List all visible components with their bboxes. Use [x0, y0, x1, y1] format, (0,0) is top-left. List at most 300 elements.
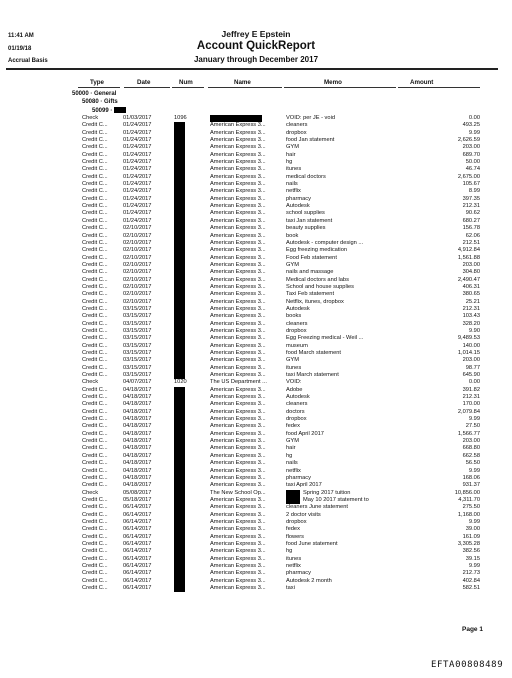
- table-row: [0, 284, 512, 291]
- table-row: [0, 394, 512, 401]
- table-row: [0, 225, 512, 232]
- table-row: [0, 130, 512, 137]
- row-name: American Express 3...: [210, 144, 266, 151]
- row-type: Credit C...: [82, 291, 108, 298]
- row-name: American Express 3...: [210, 232, 266, 239]
- row-amount: 62.06: [465, 232, 480, 239]
- row-date: 02/10/2017: [123, 291, 152, 298]
- row-memo: books: [286, 313, 302, 320]
- row-name: American Express 3...: [210, 482, 266, 489]
- row-type: Credit C...: [82, 144, 108, 151]
- table-row: [0, 468, 512, 475]
- row-memo: dropbox: [286, 129, 307, 136]
- row-name: American Express 3...: [210, 181, 266, 188]
- row-type: Credit C...: [82, 342, 108, 349]
- row-memo: cleaners: [286, 122, 308, 129]
- row-name: American Express 3...: [210, 562, 266, 569]
- row-memo: taxi April 2017: [286, 482, 322, 489]
- row-amount: 161.09: [462, 533, 480, 540]
- row-name: American Express 3...: [210, 401, 266, 408]
- row-date: 03/15/2017: [123, 357, 152, 364]
- row-name: American Express 3...: [210, 305, 266, 312]
- redaction-block: [174, 255, 185, 262]
- row-type: Credit C...: [82, 122, 108, 129]
- row-memo: Adobe: [286, 386, 303, 393]
- row-type: Credit C...: [82, 261, 108, 268]
- table-row: [0, 350, 512, 357]
- row-name: American Express 3...: [210, 372, 266, 379]
- row-type: Credit C...: [82, 401, 108, 408]
- row-type: Check: [82, 489, 99, 496]
- row-date: 03/15/2017: [123, 305, 152, 312]
- row-type: Credit C...: [82, 518, 108, 525]
- redaction-block: [174, 468, 185, 475]
- table-row: [0, 497, 512, 504]
- table-row: [0, 269, 512, 276]
- row-amount: 2,079.84: [457, 408, 480, 415]
- table-row: [0, 409, 512, 416]
- column-header-name: Name: [234, 79, 251, 86]
- row-date: 02/10/2017: [123, 225, 152, 232]
- row-date: 02/10/2017: [123, 261, 152, 268]
- row-date: 04/18/2017: [123, 401, 152, 408]
- row-name: American Express 3...: [210, 298, 266, 305]
- redaction-block: [174, 548, 185, 555]
- row-date: 02/10/2017: [123, 298, 152, 305]
- row-date: 04/18/2017: [123, 474, 152, 481]
- row-date: 01/03/2017: [123, 115, 152, 121]
- row-type: Credit C...: [82, 173, 108, 180]
- row-type: Credit C...: [82, 188, 108, 195]
- redaction-block: [174, 497, 185, 504]
- row-date: 01/24/2017: [123, 203, 152, 210]
- row-memo: hg: [286, 548, 293, 555]
- row-memo: cleaners: [286, 401, 308, 408]
- row-memo: netflix: [286, 467, 301, 474]
- header-divider: [6, 68, 498, 70]
- table-row: [0, 122, 512, 129]
- row-type: Credit C...: [82, 335, 108, 342]
- row-date: 04/18/2017: [123, 467, 152, 474]
- row-amount: 1,566.77: [457, 430, 480, 437]
- row-type: Check: [82, 115, 99, 121]
- row-amount: 304.80: [462, 269, 480, 276]
- group-general: 50000 · General: [72, 91, 117, 97]
- table-row: [0, 445, 512, 452]
- row-name: American Express 3...: [210, 350, 266, 356]
- row-memo: flowers: [286, 533, 305, 540]
- row-name: American Express 3...: [210, 173, 266, 180]
- row-amount: 103.43: [462, 313, 480, 320]
- row-type: Credit C...: [82, 496, 108, 503]
- row-name: American Express 3...: [210, 342, 266, 349]
- table-row: [0, 306, 512, 313]
- table-row: [0, 387, 512, 394]
- row-type: Credit C...: [82, 526, 108, 533]
- row-memo: School and house supplies: [286, 283, 354, 290]
- row-date: 06/14/2017: [123, 585, 152, 591]
- row-amount: 105.67: [462, 181, 480, 188]
- row-amount: 9.99: [468, 129, 480, 136]
- table-row: [0, 181, 512, 188]
- row-amount: 931.37: [462, 482, 480, 489]
- row-name: American Express 3...: [210, 445, 266, 452]
- redaction-block: [174, 512, 185, 519]
- row-date: 06/14/2017: [123, 533, 152, 540]
- redaction-block: [174, 152, 185, 159]
- redaction-block: [174, 328, 185, 335]
- row-type: Credit C...: [82, 408, 108, 415]
- row-type: Credit C...: [82, 239, 108, 246]
- row-memo: Egg Freezing medical - Weil ...: [286, 335, 364, 342]
- redaction-block: [174, 262, 185, 269]
- row-name: American Express 3...: [210, 276, 266, 283]
- table-row: [0, 401, 512, 408]
- redaction-block: [174, 166, 185, 173]
- redaction-block: [174, 233, 185, 240]
- redaction-block: [174, 321, 185, 328]
- row-memo: cleaners: [286, 320, 308, 327]
- redaction-block: [174, 416, 185, 423]
- row-date: 03/15/2017: [123, 335, 152, 342]
- row-amount: 2,626.59: [457, 137, 480, 144]
- report-time: 11:41 AM: [8, 33, 34, 39]
- redaction-block: [174, 394, 185, 401]
- redaction-block: [174, 438, 185, 445]
- row-name: American Express 3...: [210, 247, 266, 254]
- table-row: [0, 556, 512, 563]
- row-name: American Express 3...: [210, 460, 266, 467]
- row-type: Credit C...: [82, 217, 108, 224]
- column-header-num: Num: [179, 79, 193, 86]
- table-row: [0, 372, 512, 379]
- report-date: 01/19/18: [8, 46, 32, 52]
- row-amount: 1,014.15: [457, 350, 480, 356]
- table-row: [0, 196, 512, 203]
- row-memo: GYM: [286, 261, 299, 268]
- table-row: [0, 548, 512, 555]
- table-row: [0, 379, 512, 386]
- row-date: 01/24/2017: [123, 173, 152, 180]
- row-date: 04/18/2017: [123, 430, 152, 437]
- table-row: [0, 218, 512, 225]
- row-date: 04/18/2017: [123, 445, 152, 452]
- row-memo: itunes: [286, 166, 302, 173]
- table-row: [0, 115, 512, 122]
- row-date: 04/18/2017: [123, 423, 152, 430]
- row-amount: 46.74: [465, 166, 480, 173]
- redaction-block: [174, 335, 185, 342]
- row-date: 01/24/2017: [123, 159, 152, 166]
- redaction-block: [174, 299, 185, 306]
- company-name: Jeffrey E Epstein: [221, 29, 291, 39]
- redaction-block: [174, 563, 185, 570]
- table-row: [0, 570, 512, 577]
- row-name: American Express 3...: [210, 357, 266, 364]
- report-date-range: January through December 2017: [193, 55, 319, 64]
- row-memo: itunes: [286, 555, 302, 562]
- redaction-block: [174, 504, 185, 511]
- row-memo: book: [286, 232, 299, 239]
- redaction-block: [174, 578, 185, 585]
- table-row: [0, 335, 512, 342]
- row-date: 06/14/2017: [123, 540, 152, 547]
- row-date: 02/10/2017: [123, 283, 152, 290]
- row-type: Credit C...: [82, 327, 108, 334]
- redaction-block: [174, 277, 185, 284]
- row-type: Credit C...: [82, 313, 108, 320]
- row-type: Credit C...: [82, 151, 108, 158]
- row-memo: Spring 2017 tuition: [303, 489, 351, 496]
- row-name: American Express 3...: [210, 585, 266, 591]
- table-row: [0, 321, 512, 328]
- redaction-block: [174, 137, 185, 144]
- row-memo: medical doctors: [286, 173, 326, 180]
- row-memo: taxi: [286, 585, 295, 591]
- row-type: Credit C...: [82, 364, 108, 371]
- row-name: American Express 3...: [210, 320, 266, 327]
- row-type: Credit C...: [82, 276, 108, 283]
- row-memo: Autodesk: [286, 203, 310, 210]
- row-amount: 203.00: [462, 357, 480, 364]
- row-type: Check: [82, 379, 99, 386]
- row-date: 04/18/2017: [123, 460, 152, 467]
- row-memo: fedex: [286, 526, 300, 533]
- row-name: American Express 3...: [210, 540, 266, 547]
- row-amount: 9,489.53: [457, 335, 480, 342]
- row-type: Credit C...: [82, 430, 108, 437]
- row-amount: 39.00: [465, 526, 480, 533]
- row-name: American Express 3...: [210, 122, 266, 129]
- row-date: 06/14/2017: [123, 570, 152, 577]
- redaction-block: [174, 490, 185, 497]
- redaction-block: [174, 409, 185, 416]
- row-memo: Autodesk - computer design ...: [286, 239, 364, 246]
- redaction-block: [114, 107, 126, 113]
- table-row: [0, 299, 512, 306]
- redaction-block: [174, 357, 185, 364]
- row-memo: food March statement: [286, 350, 342, 356]
- row-name: American Express 3...: [210, 195, 266, 202]
- row-memo: Egg freezing medication: [286, 247, 348, 254]
- row-amount: 212.31: [462, 394, 480, 401]
- row-memo: pharmacy: [286, 474, 311, 481]
- row-date: 01/24/2017: [123, 137, 152, 144]
- row-memo: pharmacy: [286, 195, 311, 202]
- row-type: Credit C...: [82, 423, 108, 430]
- table-row: [0, 247, 512, 254]
- row-type: Credit C...: [82, 320, 108, 327]
- row-name: American Express 3...: [210, 217, 266, 224]
- row-amount: 140.00: [462, 342, 480, 349]
- row-type: Credit C...: [82, 548, 108, 555]
- row-type: Credit C...: [82, 210, 108, 217]
- table-row: [0, 512, 512, 519]
- column-header-memo: Memo: [324, 79, 342, 86]
- redaction-block: [174, 556, 185, 563]
- row-amount: 0.00: [468, 115, 480, 121]
- row-memo: food June statement: [286, 540, 338, 547]
- row-date: 03/15/2017: [123, 313, 152, 320]
- row-amount: 90.62: [465, 210, 480, 217]
- table-row: [0, 578, 512, 585]
- row-date: 06/14/2017: [123, 511, 152, 518]
- table-row: [0, 453, 512, 460]
- row-memo: GYM: [286, 357, 299, 364]
- row-memo: nails: [286, 181, 298, 188]
- row-amount: 212.73: [462, 570, 480, 577]
- row-type: Credit C...: [82, 195, 108, 202]
- row-memo: pharmacy: [286, 570, 311, 577]
- row-amount: 406.31: [462, 283, 480, 290]
- row-memo: hg: [286, 159, 293, 166]
- row-name: American Express 3...: [210, 269, 266, 276]
- row-name: American Express 3...: [210, 474, 266, 481]
- row-type: Credit C...: [82, 305, 108, 312]
- row-type: Credit C...: [82, 452, 108, 459]
- row-amount: 680.27: [462, 217, 480, 224]
- redaction-block: [174, 144, 185, 151]
- row-type: Credit C...: [82, 203, 108, 210]
- row-memo: hair: [286, 151, 296, 158]
- row-memo: 2 doctor visits: [286, 511, 321, 518]
- row-amount: 0.00: [468, 379, 480, 386]
- redaction-block: [174, 460, 185, 467]
- table-row: [0, 431, 512, 438]
- row-type: Credit C...: [82, 137, 108, 144]
- redaction-block: [174, 585, 185, 592]
- row-date: 06/14/2017: [123, 548, 152, 555]
- redaction-block: [174, 225, 185, 232]
- row-amount: 203.00: [462, 438, 480, 445]
- redaction-block: [174, 159, 185, 166]
- row-memo: netflix: [286, 562, 301, 569]
- row-amount: 275.50: [462, 504, 480, 511]
- row-amount: 203.00: [462, 261, 480, 268]
- redaction-block: [174, 519, 185, 526]
- redaction-block: [286, 490, 300, 497]
- redaction-block: [174, 475, 185, 482]
- row-amount: 9.99: [468, 416, 480, 423]
- table-row: [0, 188, 512, 195]
- row-type: Credit C...: [82, 533, 108, 540]
- row-name: American Express 3...: [210, 518, 266, 525]
- redaction-block: [174, 218, 185, 225]
- table-row: [0, 166, 512, 173]
- row-name: American Express 3...: [210, 438, 266, 445]
- redaction-block: [174, 130, 185, 137]
- row-date: 05/18/2017: [123, 496, 152, 503]
- row-name: American Express 3...: [210, 408, 266, 415]
- row-date: 02/10/2017: [123, 239, 152, 246]
- row-memo: hg: [286, 452, 293, 459]
- row-amount: 25.21: [465, 298, 480, 305]
- row-amount: 3,305.28: [457, 540, 480, 547]
- page-number: Page 1: [462, 626, 483, 633]
- row-amount: 668.80: [462, 445, 480, 452]
- redaction-block: [174, 188, 185, 195]
- redaction-block: [174, 291, 185, 298]
- table-row: [0, 174, 512, 181]
- row-memo: food April 2017: [286, 430, 324, 437]
- row-type: Credit C...: [82, 555, 108, 562]
- row-name: American Express 3...: [210, 335, 266, 342]
- row-amount: 212.31: [462, 203, 480, 210]
- row-name: American Express 3...: [210, 210, 266, 217]
- table-row: [0, 137, 512, 144]
- table-row: [0, 144, 512, 151]
- row-type: Credit C...: [82, 540, 108, 547]
- row-memo: VOID:: [286, 379, 302, 386]
- row-memo: taxi Jan statement: [286, 217, 333, 224]
- row-amount: 9.99: [468, 518, 480, 525]
- redaction-block: [286, 497, 300, 504]
- row-amount: 156.78: [462, 225, 480, 232]
- row-date: 06/14/2017: [123, 562, 152, 569]
- row-name: American Express 3...: [210, 577, 266, 584]
- row-amount: 1,168.00: [457, 511, 480, 518]
- row-memo: museum: [286, 342, 308, 349]
- row-memo: dropbox: [286, 416, 307, 423]
- row-type: Credit C...: [82, 511, 108, 518]
- row-amount: 2,675.00: [457, 173, 480, 180]
- row-name: American Express 3...: [210, 526, 266, 533]
- row-amount: 27.50: [465, 423, 480, 430]
- redaction-block: [174, 526, 185, 533]
- row-date: 05/08/2017: [123, 489, 152, 496]
- row-name: American Express 3...: [210, 239, 266, 246]
- row-name: American Express 3...: [210, 151, 266, 158]
- row-name: American Express 3...: [210, 261, 266, 268]
- row-amount: 98.77: [465, 364, 480, 371]
- row-amount: 50.00: [465, 159, 480, 166]
- row-amount: 56.50: [465, 460, 480, 467]
- row-type: Credit C...: [82, 460, 108, 467]
- redaction-block: [174, 541, 185, 548]
- row-memo: Autodesk: [286, 305, 310, 312]
- redaction-block: [174, 534, 185, 541]
- redaction-block: [174, 196, 185, 203]
- redaction-block: [174, 269, 185, 276]
- table-row: [0, 357, 512, 364]
- row-type: Credit C...: [82, 269, 108, 276]
- row-amount: 391.82: [462, 386, 480, 393]
- row-memo: Autodesk: [286, 394, 310, 401]
- row-name: American Express 3...: [210, 283, 266, 290]
- row-date: 01/24/2017: [123, 151, 152, 158]
- table-row: [0, 365, 512, 372]
- row-type: Credit C...: [82, 283, 108, 290]
- row-amount: 689.70: [462, 151, 480, 158]
- row-amount: 203.00: [462, 144, 480, 151]
- report-title: Account QuickReport: [196, 40, 316, 52]
- table-row: [0, 490, 512, 497]
- row-type: Credit C...: [82, 467, 108, 474]
- row-date: 01/24/2017: [123, 129, 152, 136]
- table-row: [0, 240, 512, 247]
- table-row: [0, 460, 512, 467]
- row-date: 04/18/2017: [123, 386, 152, 393]
- row-memo: nails: [286, 460, 298, 467]
- row-type: Credit C...: [82, 159, 108, 166]
- row-date: 04/18/2017: [123, 482, 152, 489]
- table-row: [0, 534, 512, 541]
- table-row: [0, 262, 512, 269]
- row-amount: 662.58: [462, 452, 480, 459]
- row-name: American Express 3...: [210, 203, 266, 210]
- redaction-block: [174, 570, 185, 577]
- row-type: Credit C...: [82, 570, 108, 577]
